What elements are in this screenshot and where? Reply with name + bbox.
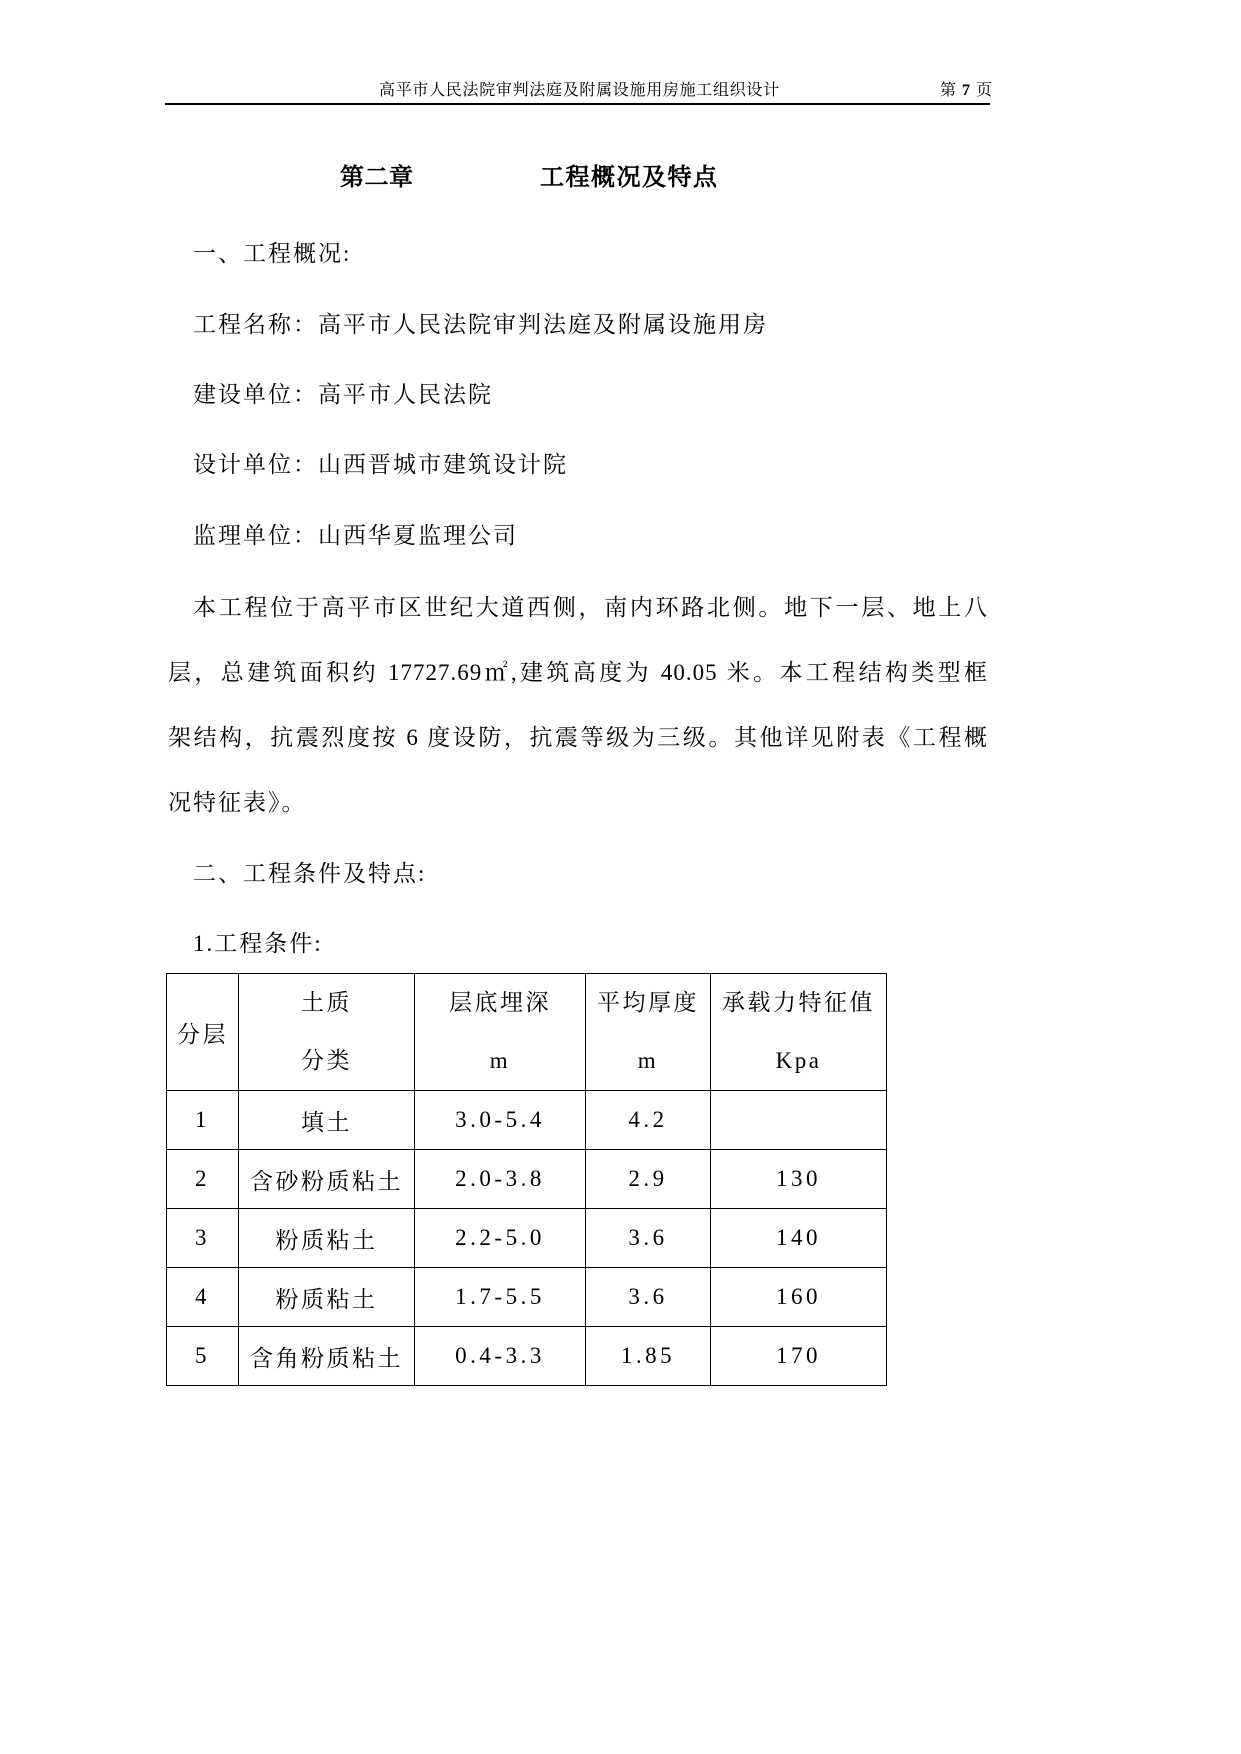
field-supervision-unit [193,516,518,556]
header-text: 承载力特征值 [722,990,875,1015]
cell-capacity [711,1091,887,1150]
cell-thickness: 3.6 [586,1209,711,1268]
header-layer [167,974,239,1091]
table-row [167,1091,887,1150]
cell-layer: 1 [167,1091,239,1150]
page-prefix: 第 [940,82,957,99]
section-heading-conditions: 二、工程条件及特点: [193,861,427,886]
field-label: 监理单位： [193,523,318,548]
page-suffix: 页 [976,82,993,99]
paragraph-line: 层，总建筑面积约 17727.69㎡,建筑高度为 40.05 米。本工程结构类型框 [168,660,988,685]
paragraph-line: 况特征表》。 [168,790,307,815]
header-unit: m [637,1048,659,1073]
field-label: 建设单位： [193,382,318,407]
header-text: 土质 [301,990,352,1015]
field-value: 山西晋城市建筑设计院 [318,452,568,477]
cell-capacity: 130 [711,1150,887,1209]
header-text: 分类 [301,1048,352,1073]
running-header-page-number [940,80,992,102]
cell-thickness: 3.6 [586,1268,711,1327]
cell-thickness: 4.2 [586,1091,711,1150]
header-soil-type [239,974,415,1091]
header-rule [165,103,990,105]
chapter-title: 工程概况及特点 [540,165,719,191]
cell-soil: 填土 [239,1091,415,1150]
cell-capacity: 140 [711,1209,887,1268]
cell-layer: 4 [167,1268,239,1327]
table-row [167,1327,887,1386]
field-label: 工程名称： [193,312,318,337]
cell-depth: 1.7-5.5 [415,1268,586,1327]
subsection-heading: 1.工程条件: [193,931,323,956]
cell-depth: 3.0-5.4 [415,1091,586,1150]
cell-capacity: 160 [711,1268,887,1327]
cell-capacity: 170 [711,1327,887,1386]
header-text: 分层 [177,1021,228,1047]
header-unit: m [489,1048,511,1073]
page-number: 7 [962,82,971,99]
cell-depth: 2.0-3.8 [415,1150,586,1209]
field-value: 山西华夏监理公司 [318,523,518,548]
table-row [167,1268,887,1327]
field-design-unit [193,445,568,485]
field-construction-unit [193,375,493,415]
cell-depth: 2.2-5.0 [415,1209,586,1268]
header-bottom-depth [415,974,586,1091]
field-label: 设计单位： [193,452,318,477]
cell-depth: 0.4-3.3 [415,1327,586,1386]
field-value: 高平市人民法院审判法庭及附属设施用房 [318,312,768,337]
cell-thickness: 2.9 [586,1150,711,1209]
header-unit: Kpa [775,1048,822,1073]
header-avg-thickness [586,974,711,1091]
field-project-name [193,305,768,345]
paragraph-line: 本工程位于高平市区世纪大道西侧，南内环路北侧。地下一层、地上八 [193,595,988,620]
header-text: 平均厚度 [597,990,699,1015]
cell-soil: 含角粉质粘土 [239,1327,415,1386]
header-bearing-capacity [711,974,887,1091]
running-header-title: 高平市人民法院审判法庭及附属设施用房施工组织设计 [379,82,780,99]
header-text: 层底埋深 [449,990,551,1015]
chapter-number: 第二章 [340,165,414,191]
section-heading-overview: 一、工程概况: [193,241,352,266]
cell-soil: 含砂粉质粘土 [239,1150,415,1209]
cell-layer: 3 [167,1209,239,1268]
cell-layer: 2 [167,1150,239,1209]
soil-layer-table [166,973,887,1386]
table-row [167,1150,887,1209]
paragraph-line: 架结构，抗震烈度按 6 度设防，抗震等级为三级。其他详见附表《工程概 [168,725,988,750]
cell-thickness: 1.85 [586,1327,711,1386]
table-header-row [167,974,887,1091]
cell-soil: 粉质粘土 [239,1209,415,1268]
cell-layer: 5 [167,1327,239,1386]
table-row [167,1209,887,1268]
cell-soil: 粉质粘土 [239,1268,415,1327]
field-value: 高平市人民法院 [318,382,493,407]
